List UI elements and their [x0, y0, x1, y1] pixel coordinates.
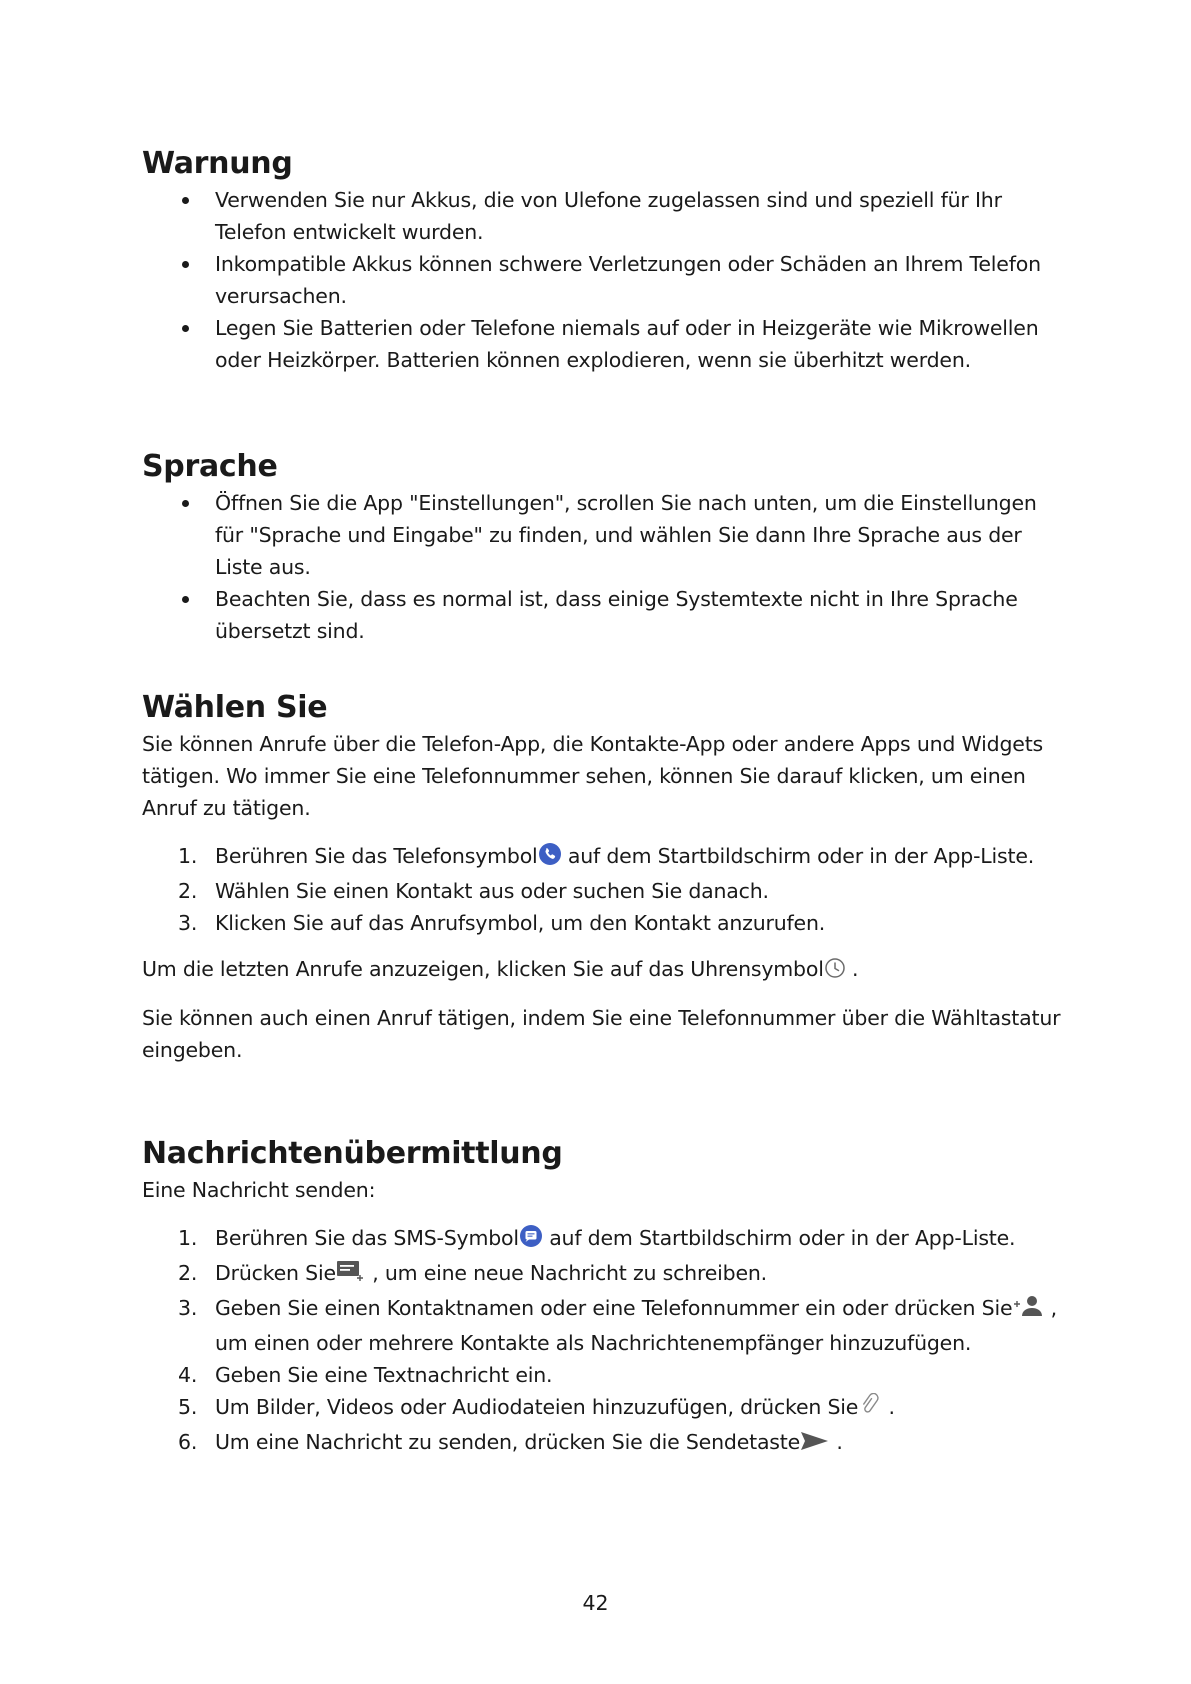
waehlen-intro: Sie können Anrufe über die Telefon-App, die Kontakte-App oder andere Apps und Widgets tätigen. Wo immer Sie eine Telefonnummer sehen, können Sie darauf klicken, um einen Anruf zu tätigen.	[142, 732, 1044, 820]
sprache-list	[142, 487, 1062, 647]
step-number: 1.	[178, 1226, 198, 1250]
list-item: 2. Wählen Sie einen Kontakt aus oder suchen Sie danach.	[142, 875, 1062, 907]
section-warnung	[142, 146, 1062, 376]
new-message-icon	[336, 1259, 366, 1292]
step-number: 6.	[178, 1430, 198, 1454]
section-waehlen	[142, 690, 1062, 1066]
sms-icon	[519, 1224, 543, 1257]
step-number: 4.	[178, 1363, 198, 1387]
list-item: 3. Klicken Sie auf das Anrufsymbol, um den Kontakt anzurufen.	[142, 907, 1062, 939]
nachrichten-intro: Eine Nachricht senden:	[142, 1178, 376, 1202]
section-nachrichten	[142, 1136, 1062, 1461]
heading-nachrichten: Nachrichtenübermittlung	[142, 1136, 563, 1171]
list-item: Legen Sie Batterien oder Telefone niemals auf oder in Heizgeräte wie Mikrowellen oder Heizkörper. Batterien können explodieren, wenn sie überhitzt werden.	[142, 312, 1062, 376]
list-item: Beachten Sie, dass es normal ist, dass einige Systemtexte nicht in Ihre Sprache übersetzt sind.	[142, 583, 1062, 647]
list-item: Inkompatible Akkus können schwere Verletzungen oder Schäden an Ihrem Telefon verursachen.	[142, 248, 1062, 312]
list-item: 6. Um eine Nachricht zu senden, drücken Sie die Sendetaste .	[142, 1426, 1062, 1461]
step-number: 3.	[178, 911, 198, 935]
keypad-text: Sie können auch einen Anruf tätigen, indem Sie eine Telefonnummer über die Wähltastatur eingeben.	[142, 1006, 1061, 1062]
step-number: 5.	[178, 1395, 198, 1419]
clock-icon	[824, 956, 846, 988]
step-number: 1.	[178, 844, 198, 868]
list-item: 2. Drücken Sie , um eine neue Nachricht zu schreiben.	[142, 1257, 1062, 1292]
list-item: 1. Berühren Sie das Telefonsymbol auf dem Startbildschirm oder in der App-Liste.	[142, 840, 1062, 875]
step-number: 2.	[178, 1261, 198, 1285]
heading-sprache: Sprache	[142, 449, 278, 484]
recent-calls-text: Um die letzten Anrufe anzuzeigen, klicken Sie auf das Uhrensymbol .	[142, 953, 1062, 988]
add-contact-icon	[1012, 1294, 1044, 1327]
paperclip-icon	[858, 1393, 882, 1426]
step-number: 2.	[178, 879, 198, 903]
warnung-list	[142, 184, 1062, 376]
heading-warnung: Warnung	[142, 146, 293, 181]
send-icon	[800, 1429, 830, 1461]
nachrichten-steps	[142, 1222, 1062, 1461]
list-item: 4. Geben Sie eine Textnachricht ein.	[142, 1359, 1062, 1391]
waehlen-steps	[142, 840, 1062, 939]
section-sprache	[142, 449, 1062, 647]
step-number: 3.	[178, 1296, 198, 1320]
list-item: Verwenden Sie nur Akkus, die von Ulefone zugelassen sind und speziell für Ihr Telefon entwickelt wurden.	[142, 184, 1062, 248]
heading-waehlen: Wählen Sie	[142, 690, 328, 725]
page-number: 42	[582, 1591, 609, 1615]
list-item: 1. Berühren Sie das SMS-Symbol auf dem Startbildschirm oder in der App-Liste.	[142, 1222, 1062, 1257]
list-item: 3. Geben Sie einen Kontaktnamen oder eine Telefonnummer ein oder drücken Sie , um einen oder mehrere Kontakte als Nachrichtenempfänger hinzuzufügen.	[142, 1292, 1062, 1359]
list-item: 5. Um Bilder, Videos oder Audiodateien hinzuzufügen, drücken Sie .	[142, 1391, 1062, 1426]
list-item: Öffnen Sie die App "Einstellungen", scrollen Sie nach unten, um die Einstellungen für "Sprache und Eingabe" zu finden, und wählen Sie dann Ihre Sprache aus der Liste aus.	[142, 487, 1062, 583]
phone-icon	[538, 842, 562, 875]
